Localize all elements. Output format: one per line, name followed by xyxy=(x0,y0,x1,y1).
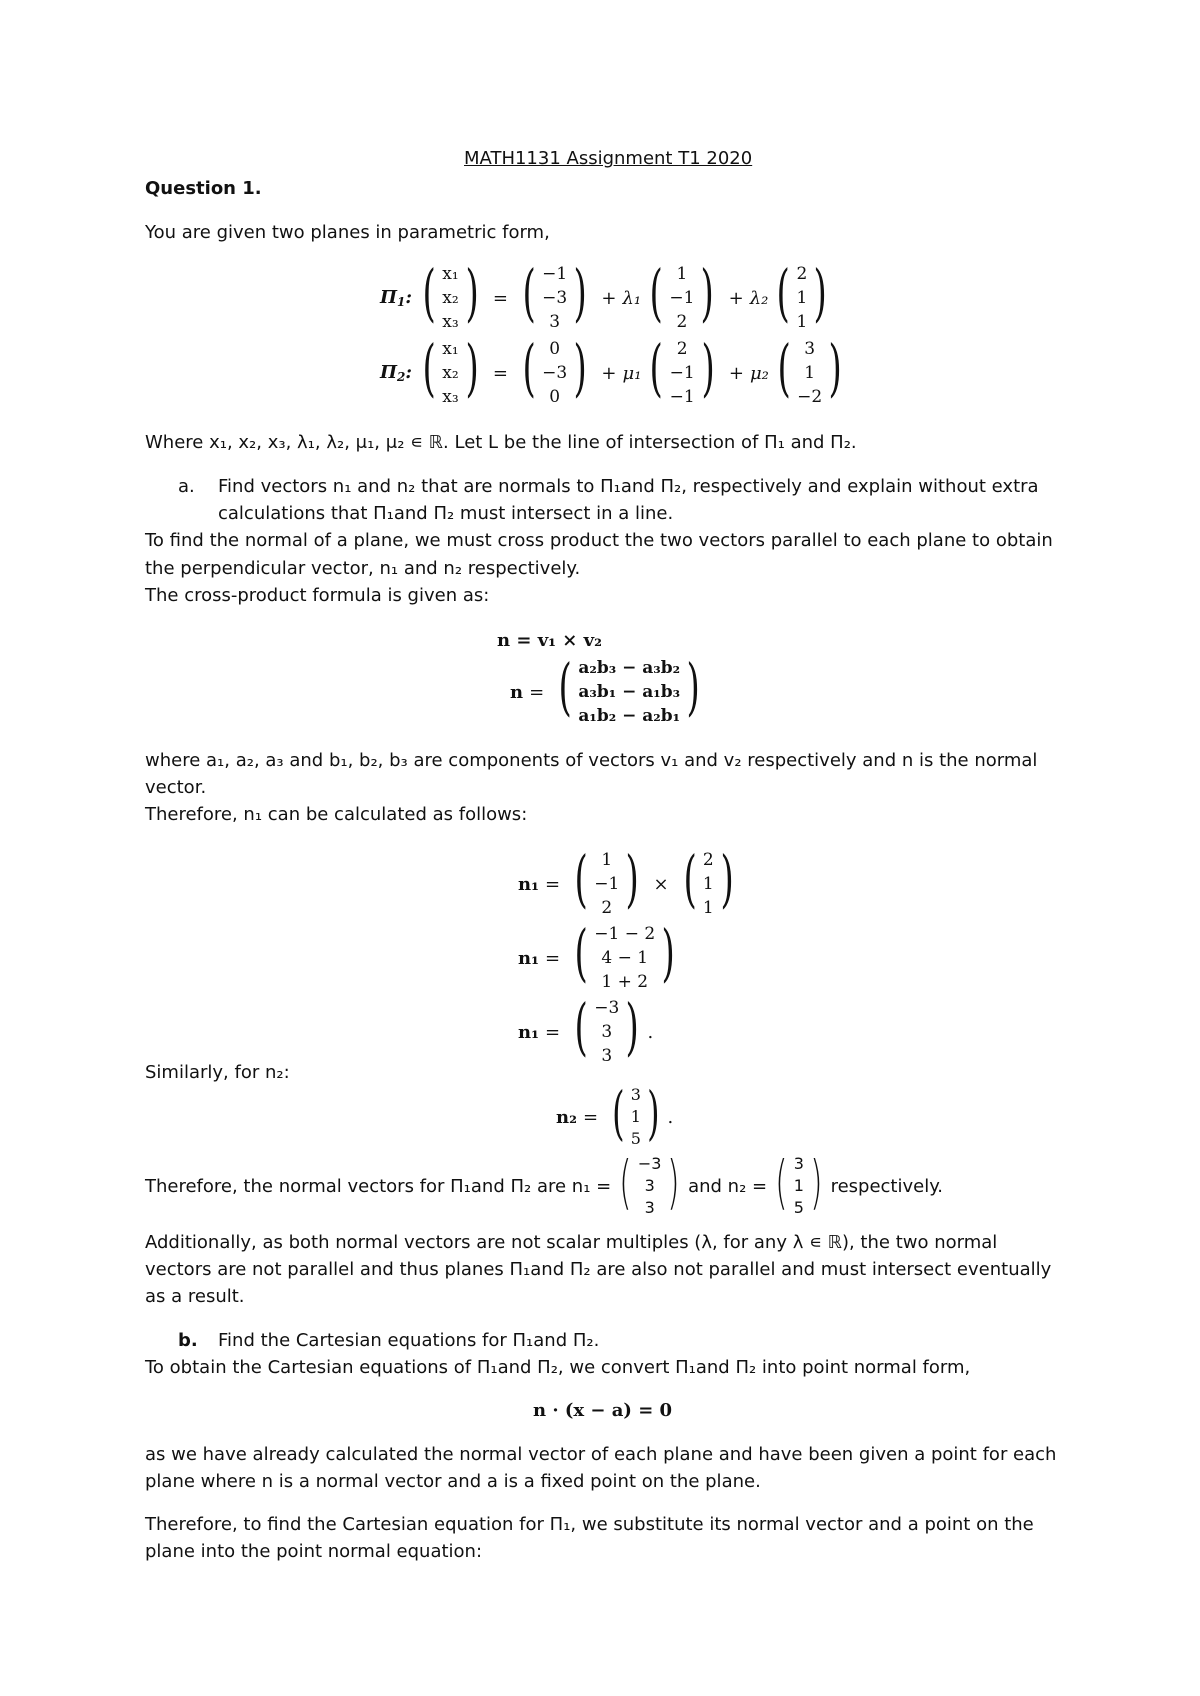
n1-step1-vector-b: ( 2 1 1 ) xyxy=(683,842,734,918)
plane2-direction-vector-1: ( 2 −1 −1 ) xyxy=(649,331,715,407)
additionally-2: vectors are not parallel and thus planes Π₁and Π₂ are also not parallel and must intersect eventually xyxy=(145,1259,1052,1280)
n1-step-2: n₁ = ( −1 − 2 4 − 1 1 + 2 ) xyxy=(518,922,683,994)
paragraph-3: The cross-product formula is given as: xyxy=(145,585,490,606)
part-b-text: Find the Cartesian equations for Π₁and Π₂. xyxy=(218,1330,600,1351)
intro-text: You are given two planes in parametric form, xyxy=(145,222,550,243)
therefore-n1: Therefore, n₁ can be calculated as follows: xyxy=(145,804,528,825)
similarly-n2: Similarly, for n₂: xyxy=(145,1062,290,1083)
cross-product-equation: n = v₁ × v₂ xyxy=(497,630,603,651)
plane1-equation: $\Pi_1$: ( x₁ x₂ x₃ ) = ( −1 −3 3 ) + λ₁ ( 1 −1 2 ) + λ₂ ( 2 1 1 ) xyxy=(380,262,836,334)
n1-result-vector: ( −3 3 3 ) xyxy=(574,990,640,1066)
part-a-label: a. xyxy=(178,476,195,497)
plane2-label: $\Pi_2$: xyxy=(380,362,413,384)
plane2-equation: $\Pi_2$: ( x₁ x₂ x₃ ) = ( 0 −3 0 ) + μ₁ ( 2 −1 −1 ) + μ₂ ( 3 1 −2 ) xyxy=(380,337,850,409)
paragraph-2: the perpendicular vector, n₁ and n₂ respectively. xyxy=(145,558,581,579)
n1-step-1: n₁ = ( 1 −1 2 ) × ( 2 1 1 ) xyxy=(518,848,742,920)
document-title: MATH1131 Assignment T1 2020 xyxy=(464,148,753,169)
part-b-paragraph-2: as we have already calculated the normal vector of each plane and have been given a point for each xyxy=(145,1444,1057,1465)
plane2-lhs-vector: ( x₁ x₂ x₃ ) xyxy=(422,331,479,407)
plane1-label: $\Pi_1$: xyxy=(380,287,413,309)
n1-result: n₁ = ( −3 3 3 ) . xyxy=(518,990,654,1066)
n2-result-vector: ( 3 1 5 ) xyxy=(612,1079,660,1148)
therefore-normals-line: Therefore, the normal vectors for Π₁and Π₂ are n₁ = ( −3 3 3 ) and n₂ = ( 3 1 5 ) respectively. xyxy=(145,1148,944,1217)
plane1-direction-vector-1: ( 1 −1 2 ) xyxy=(649,256,715,332)
plane1-direction-vector-2: ( 2 1 1 ) xyxy=(776,256,828,332)
plane2-direction-vector-2: ( 3 1 −2 ) xyxy=(777,331,842,407)
n1-step1-vector-a: ( 1 −1 2 ) xyxy=(574,842,640,918)
part-b-paragraph-3: plane where n is a normal vector and a is a fixed point on the plane. xyxy=(145,1471,761,1492)
therefore-n2-vector: ( 3 1 5 ) xyxy=(775,1148,823,1217)
where-line: Where x₁, x₂, x₃, λ₁, λ₂, μ₁, μ₂ ∊ ℝ. Let L be the line of intersection of Π₁ and Π₂. xyxy=(145,432,857,453)
paragraph-1: To find the normal of a plane, we must cross product the two vectors parallel to each plane to obtain xyxy=(145,530,1053,551)
plane2-point-vector: ( 0 −3 0 ) xyxy=(522,331,587,407)
part-b-paragraph-5: plane into the point normal equation: xyxy=(145,1541,483,1562)
plane1-point-vector: ( −1 −3 3 ) xyxy=(522,256,587,332)
where-components-1: where a₁, a₂, a₃ and b₁, b₂, b₃ are components of vectors v₁ and v₂ respectively and n is the normal xyxy=(145,750,1038,771)
therefore-n1-vector: ( −3 3 3 ) xyxy=(619,1148,680,1217)
plane1-lhs-vector: ( x₁ x₂ x₃ ) xyxy=(422,256,479,332)
cross-product-formula: n = ( a₂b₃ − a₃b₂ a₃b₁ − a₁b₃ a₁b₂ − a₂b₁ ) xyxy=(510,656,708,728)
where-components-2: vector. xyxy=(145,777,207,798)
part-b-paragraph-1: To obtain the Cartesian equations of Π₁and Π₂, we convert Π₁and Π₂ into point normal form, xyxy=(145,1357,971,1378)
n1-step2-vector: ( −1 − 2 4 − 1 1 + 2 ) xyxy=(574,916,675,992)
part-b-paragraph-4: Therefore, to find the Cartesian equation for Π₁, we substitute its normal vector and a point on the xyxy=(145,1514,1034,1535)
point-normal-equation: n · (x − a) = 0 xyxy=(533,1400,673,1421)
part-a-text-2: calculations that Π₁and Π₂ must intersect in a line. xyxy=(218,503,674,524)
part-a-text-1: Find vectors n₁ and n₂ that are normals to Π₁and Π₂, respectively and explain without extra xyxy=(218,476,1039,497)
question-heading: Question 1. xyxy=(145,178,262,199)
additionally-3: as a result. xyxy=(145,1286,245,1307)
part-b-label: b. xyxy=(178,1330,198,1351)
additionally-1: Additionally, as both normal vectors are not scalar multiples (λ, for any λ ∊ ℝ), the two normal xyxy=(145,1232,998,1253)
cross-product-vector: ( a₂b₃ − a₃b₂ a₃b₁ − a₁b₃ a₁b₂ − a₂b₁ ) xyxy=(558,650,700,726)
n2-result: n₂ = ( 3 1 5 ) . xyxy=(556,1079,674,1148)
